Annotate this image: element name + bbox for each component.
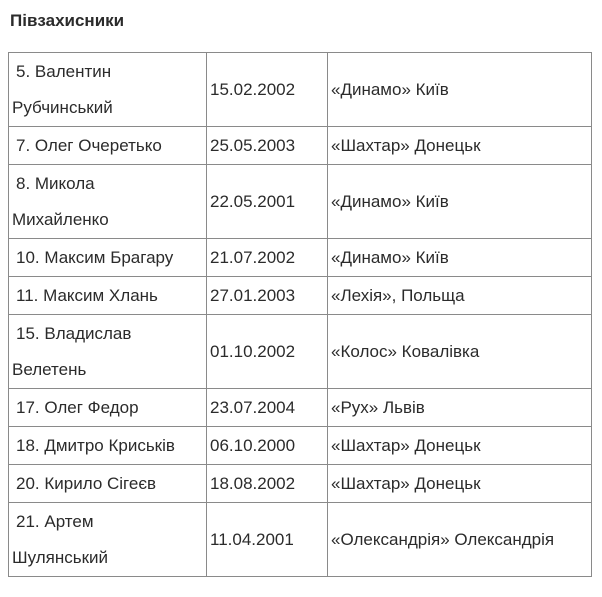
player-name-continued: Михайленко — [12, 209, 109, 229]
player-name-cell — [9, 53, 207, 127]
player-name: 18. Дмитро Криськів — [16, 435, 175, 455]
player-name-cell — [9, 389, 207, 427]
club-cell: «Динамо» Київ — [328, 53, 592, 127]
birth-date-cell: 11.04.2001 — [207, 503, 328, 577]
table-row — [9, 239, 592, 277]
player-name-continued: Шулянський — [12, 547, 109, 567]
birth-date-cell: 22.05.2001 — [207, 165, 328, 239]
birth-date-cell: 21.07.2002 — [207, 239, 328, 277]
player-name-cell — [9, 427, 207, 465]
club-cell: «Шахтар» Донецьк — [328, 127, 592, 165]
section-heading: Півзахисники — [10, 11, 125, 30]
birth-date-cell: 06.10.2000 — [207, 427, 328, 465]
player-name-cell — [9, 277, 207, 315]
club-cell: «Динамо» Київ — [328, 239, 592, 277]
club-cell: «Лехія», Польща — [328, 277, 592, 315]
player-name: 20. Кирило Сігеєв — [16, 473, 157, 493]
player-name-cell — [9, 503, 207, 577]
table-row — [9, 277, 592, 315]
birth-date-cell: 15.02.2002 — [207, 53, 328, 127]
player-name-cell — [9, 165, 207, 239]
birth-date-cell: 27.01.2003 — [207, 277, 328, 315]
club-cell: «Шахтар» Донецьк — [328, 427, 592, 465]
player-name-continued: Велетень — [12, 359, 87, 379]
player-name: 11. Максим Хлань — [16, 285, 158, 305]
birth-date-cell: 01.10.2002 — [207, 315, 328, 389]
table-row — [9, 127, 592, 165]
player-name: 8. Микола — [16, 173, 95, 193]
club-cell: «Динамо» Київ — [328, 165, 592, 239]
table-row — [9, 389, 592, 427]
table-row — [9, 165, 592, 239]
player-name-cell — [9, 465, 207, 503]
table-row — [9, 465, 592, 503]
birth-date-cell: 25.05.2003 — [207, 127, 328, 165]
club-cell: «Олександрія» Олександрія — [328, 503, 592, 577]
birth-date-cell: 23.07.2004 — [207, 389, 328, 427]
players-table-body — [9, 53, 592, 577]
table-row — [9, 427, 592, 465]
player-name-cell — [9, 315, 207, 389]
player-name: 10. Максим Брагару — [16, 247, 174, 267]
table-row — [9, 503, 592, 577]
birth-date-cell: 18.08.2002 — [207, 465, 328, 503]
player-name-continued: Рубчинський — [12, 97, 113, 117]
player-name-cell — [9, 239, 207, 277]
club-cell: «Рух» Львів — [328, 389, 592, 427]
player-name: 21. Артем — [16, 511, 94, 531]
player-name: 15. Владислав — [16, 323, 132, 343]
table-row — [9, 315, 592, 389]
player-name: 7. Олег Очеретько — [16, 135, 162, 155]
player-name: 17. Олег Федор — [16, 397, 139, 417]
club-cell: «Шахтар» Донецьк — [328, 465, 592, 503]
players-table — [8, 52, 592, 577]
player-name: 5. Валентин — [16, 61, 112, 81]
player-name-cell — [9, 127, 207, 165]
club-cell: «Колос» Ковалівка — [328, 315, 592, 389]
table-row — [9, 53, 592, 127]
